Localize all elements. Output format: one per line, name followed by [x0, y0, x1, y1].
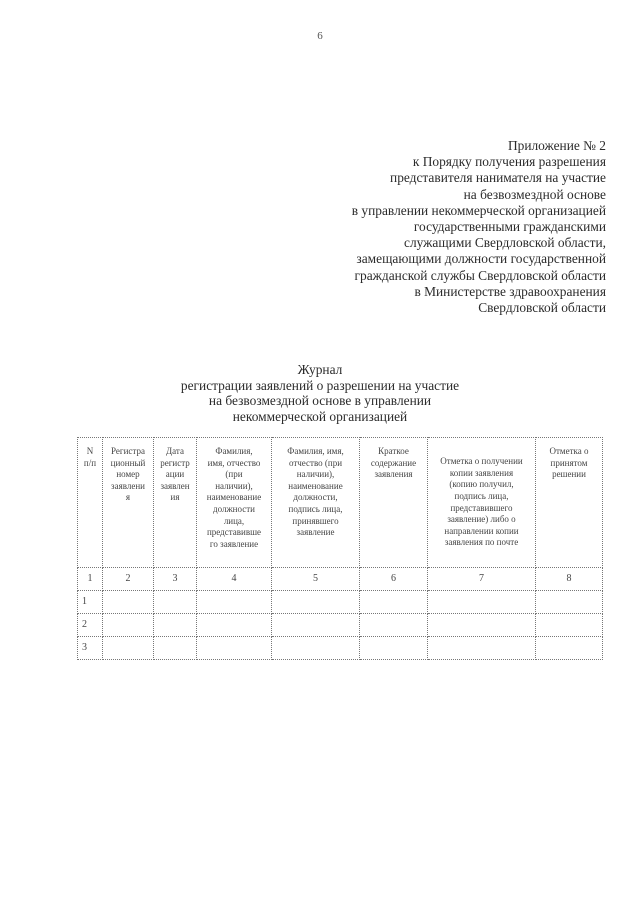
- column-header-line: наличии),: [215, 480, 253, 491]
- table-cell: [103, 614, 154, 637]
- journal-title-line: Журнал: [297, 362, 343, 377]
- column-number-row: [78, 568, 603, 591]
- table-cell: [272, 637, 360, 660]
- journal-title: [0, 362, 640, 424]
- table-cell: [154, 637, 197, 660]
- appendix-line: замещающими должности государственной: [356, 251, 606, 267]
- appendix-line: Приложение № 2: [507, 138, 606, 153]
- column-header-line: копии заявления: [449, 467, 514, 478]
- table-cell: [536, 591, 603, 614]
- table-cell: [272, 614, 360, 637]
- column-header-line: отчество (при: [288, 457, 343, 468]
- table-row: [78, 637, 603, 660]
- column-header-line: Фамилия, имя,: [287, 446, 344, 456]
- column-header-line: должности,: [293, 492, 338, 503]
- column-number: 4: [197, 568, 272, 591]
- column-header-line: лица,: [223, 515, 245, 526]
- appendix-line: представителя нанимателя на участие: [390, 170, 606, 186]
- column-header-line: подпись лица,: [288, 503, 343, 514]
- row-number: 2: [78, 614, 103, 637]
- table-cell: [197, 614, 272, 637]
- page-number: 6: [317, 30, 323, 42]
- column-header-line: Краткое: [378, 446, 409, 456]
- column-header-line: заявления: [374, 469, 413, 480]
- table-cell: [154, 591, 197, 614]
- column-header: [154, 438, 197, 568]
- column-header-line: N: [86, 446, 94, 456]
- column-number: 2: [103, 568, 154, 591]
- appendix-line: к Порядку получения разрешения: [412, 154, 606, 170]
- column-header-line: наименование: [288, 480, 343, 491]
- appendix-line: государственными гражданскими: [413, 219, 606, 235]
- table-cell: [536, 614, 603, 637]
- column-header-line: заявлени: [111, 480, 145, 491]
- table-cell: [197, 591, 272, 614]
- appendix-header: [246, 138, 606, 316]
- column-header-line: (копию получил,: [449, 479, 514, 490]
- table-cell: [272, 591, 360, 614]
- table-cell: [428, 637, 536, 660]
- appendix-line: Свердловской области: [478, 300, 606, 316]
- journal-title-line: на безвозмездной основе в управлении: [208, 393, 432, 409]
- column-header-line: заявление: [296, 527, 335, 538]
- column-number: 1: [78, 568, 103, 591]
- column-header-line: имя, отчество: [207, 457, 261, 468]
- table-cell: [428, 591, 536, 614]
- column-header: [360, 438, 428, 568]
- column-header: [103, 438, 154, 568]
- column-header-line: принятом: [550, 457, 588, 468]
- column-header-line: наличии),: [296, 469, 335, 480]
- table-cell: [360, 591, 428, 614]
- table-cell: [536, 637, 603, 660]
- table-header-row: [78, 438, 603, 568]
- column-header-line: направлении копии: [444, 525, 519, 536]
- column-header-line: регистр: [160, 457, 190, 468]
- column-header-line: п/п: [83, 457, 97, 468]
- column-number: 8: [536, 568, 603, 591]
- column-header-line: заявлен: [160, 480, 190, 491]
- column-header-line: представивше: [206, 527, 262, 538]
- column-header-line: (при: [225, 469, 243, 480]
- column-number: 3: [154, 568, 197, 591]
- column-header: [428, 438, 536, 568]
- appendix-line: в Министерстве здравоохранения: [414, 283, 606, 299]
- table-cell: [103, 637, 154, 660]
- column-header-line: принявшего: [292, 515, 339, 526]
- column-header: [197, 438, 272, 568]
- column-header-line: ционный: [110, 457, 146, 468]
- column-header-line: Дата: [166, 446, 184, 456]
- column-header-line: подпись лица,: [454, 490, 509, 501]
- registration-journal-table: [77, 437, 603, 660]
- column-header-line: я: [125, 492, 131, 503]
- table-cell: [360, 637, 428, 660]
- column-header: [536, 438, 603, 568]
- column-header-line: ия: [170, 492, 180, 503]
- column-number: 6: [360, 568, 428, 591]
- column-number: 5: [272, 568, 360, 591]
- column-header-line: номер: [116, 469, 140, 480]
- column-header-line: должности: [213, 503, 255, 514]
- table-cell: [103, 591, 154, 614]
- journal-title-line: некоммерческой организацией: [232, 408, 408, 424]
- column-number: 7: [428, 568, 536, 591]
- column-header-line: представившего: [450, 502, 513, 513]
- table-cell: [428, 614, 536, 637]
- table-row: [78, 591, 603, 614]
- column-header-line: решении: [552, 469, 586, 480]
- table-cell: [360, 614, 428, 637]
- row-number: 1: [78, 591, 103, 614]
- column-header-line: содержание: [370, 457, 417, 468]
- column-header-line: Отметка о: [549, 446, 589, 456]
- appendix-line: гражданской службы Свердловской области: [354, 267, 606, 283]
- journal-title-line: регистрации заявлений о разрешении на участие: [180, 377, 460, 393]
- row-number: 3: [78, 637, 103, 660]
- column-header-line: заявления по почте: [444, 537, 519, 548]
- column-header-line: ации: [165, 469, 185, 480]
- column-header-line: го заявление: [209, 538, 259, 549]
- appendix-line: в управлении некоммерческой организацией: [351, 202, 606, 218]
- column-header: [272, 438, 360, 568]
- column-header-line: Фамилия,: [215, 446, 253, 456]
- column-header-line: Регистра: [111, 446, 145, 456]
- column-header-line: заявление) либо о: [447, 514, 516, 525]
- table-cell: [197, 637, 272, 660]
- appendix-line: служащими Свердловской области,: [404, 235, 606, 251]
- table-row: [78, 614, 603, 637]
- appendix-line: на безвозмездной основе: [463, 186, 606, 202]
- column-header-line: наименование: [206, 492, 262, 503]
- table-cell: [154, 614, 197, 637]
- column-header: [78, 438, 103, 568]
- column-header-line: Отметка о получении: [440, 456, 523, 467]
